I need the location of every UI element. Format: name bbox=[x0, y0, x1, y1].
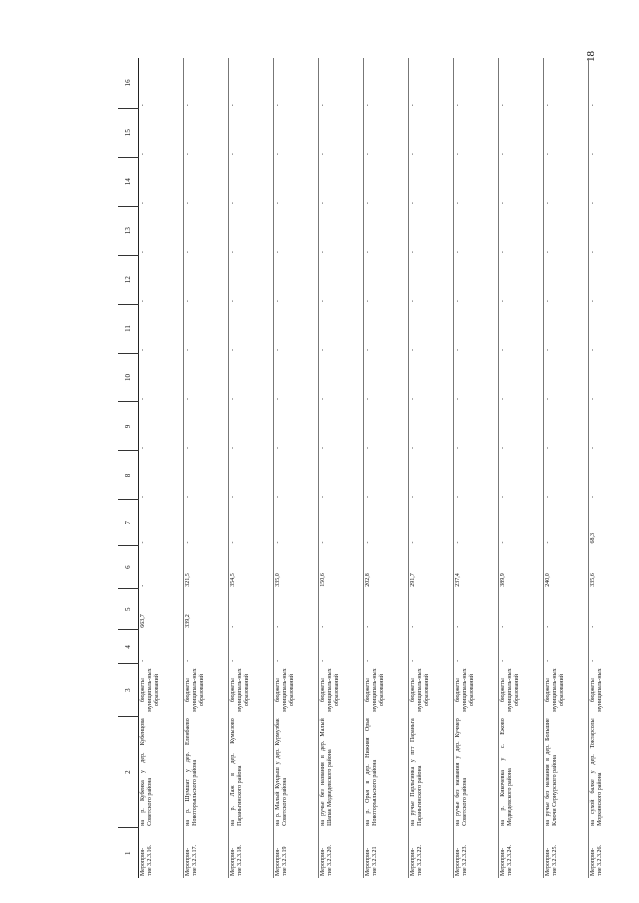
value-cell: - bbox=[410, 541, 416, 544]
value-cell: - bbox=[365, 104, 371, 107]
source-cell: бюджеты муниципаль-ных образований bbox=[320, 668, 341, 712]
value-cell: - bbox=[185, 251, 191, 254]
value-cell: - bbox=[320, 398, 326, 400]
table-row bbox=[139, 58, 184, 878]
value-cell: - bbox=[275, 446, 281, 449]
value-cell: - bbox=[140, 251, 146, 254]
event-cell: Мероприя- тие 3.2.3.26. bbox=[590, 845, 604, 876]
table-row bbox=[589, 58, 634, 878]
value-cell: - bbox=[275, 659, 281, 662]
value-cell: - bbox=[410, 398, 416, 400]
event-cell: Мероприя- тие 3.2.3.21 bbox=[365, 846, 379, 876]
source-cell: бюджеты муниципаль-ных образований bbox=[410, 668, 431, 712]
value-cell: - bbox=[140, 584, 146, 587]
event-cell: Мероприя- тие 3.2.3.17. bbox=[185, 845, 199, 876]
value-cell: - bbox=[410, 659, 416, 662]
rotated-table-container bbox=[118, 58, 604, 878]
table-row bbox=[274, 58, 319, 878]
value-cell: - bbox=[230, 104, 236, 107]
value-cell: - bbox=[500, 398, 506, 400]
value-cell: - bbox=[185, 446, 191, 449]
value-cell: - bbox=[140, 398, 146, 400]
column-header: 9 bbox=[118, 402, 139, 451]
value-cell: - bbox=[545, 349, 551, 352]
value-cell: - bbox=[275, 495, 281, 498]
value-cell: - bbox=[365, 349, 371, 352]
source-cell: бюджеты муниципаль-ных образований bbox=[545, 668, 566, 712]
value-cell: - bbox=[500, 625, 506, 628]
value-cell: - bbox=[140, 446, 146, 449]
value-cell: - bbox=[230, 300, 236, 303]
value-cell: - bbox=[275, 541, 281, 544]
value-cell: - bbox=[230, 202, 236, 205]
event-cell: Мероприя- тие 3.2.3.23. bbox=[455, 845, 469, 876]
event-cell: Мероприя- тие 3.2.3.18. bbox=[230, 845, 244, 876]
value-cell: 291,7 bbox=[410, 573, 416, 587]
value-cell: - bbox=[545, 625, 551, 628]
value-cell: - bbox=[500, 153, 506, 156]
location-cell: на р. Малый Кундыш у дер. Курмузбак Советского района bbox=[275, 718, 289, 826]
source-cell: бюджеты муниципаль-ных образований bbox=[365, 668, 386, 712]
value-cell: - bbox=[500, 104, 506, 107]
table-row bbox=[184, 58, 229, 878]
value-cell: - bbox=[185, 104, 191, 107]
source-cell: бюджеты муниципаль-ных образований bbox=[275, 668, 296, 712]
value-cell: - bbox=[275, 104, 281, 107]
value-cell: - bbox=[455, 446, 461, 449]
event-cell: Мероприя- тие 3.2.3.19 bbox=[275, 846, 289, 876]
value-cell: - bbox=[545, 104, 551, 107]
value-cell: - bbox=[185, 495, 191, 498]
value-cell: 339,2 bbox=[185, 614, 191, 628]
value-cell: 321,5 bbox=[185, 573, 191, 587]
event-cell: Мероприя- тие 3.2.3.20. bbox=[320, 845, 334, 876]
value-cell: 389,9 bbox=[500, 573, 506, 587]
value-cell: - bbox=[545, 251, 551, 254]
value-cell: 202,8 bbox=[365, 573, 371, 587]
value-cell: - bbox=[590, 251, 596, 254]
value-cell: - bbox=[320, 153, 326, 156]
value-cell: - bbox=[230, 625, 236, 628]
location-cell: на ручье без названия в дер. Малый Шапак Медведевского района bbox=[320, 718, 334, 826]
value-cell: - bbox=[410, 104, 416, 107]
value-cell: - bbox=[545, 541, 551, 544]
source-cell: бюджеты муниципаль-ных образований bbox=[230, 668, 251, 712]
value-cell: - bbox=[140, 153, 146, 156]
value-cell: - bbox=[230, 349, 236, 352]
value-cell: - bbox=[455, 398, 461, 400]
value-cell: - bbox=[230, 153, 236, 156]
value-cell: - bbox=[230, 541, 236, 544]
value-cell: - bbox=[455, 251, 461, 254]
value-cell: - bbox=[365, 446, 371, 449]
location-cell: на сухой балке у дер. Токтарсолы Моркинского района bbox=[590, 718, 604, 826]
column-header: 14 bbox=[118, 157, 139, 206]
source-cell: бюджеты муниципаль-ных образований bbox=[185, 668, 206, 712]
value-cell: - bbox=[500, 446, 506, 449]
value-cell: - bbox=[500, 495, 506, 498]
value-cell: - bbox=[185, 349, 191, 352]
value-cell: - bbox=[545, 495, 551, 498]
value-cell: - bbox=[365, 153, 371, 156]
value-cell: - bbox=[590, 495, 596, 498]
value-cell: - bbox=[410, 349, 416, 352]
value-cell: - bbox=[590, 625, 596, 628]
value-cell: - bbox=[230, 659, 236, 662]
value-cell: - bbox=[185, 541, 191, 544]
value-cell: - bbox=[500, 251, 506, 254]
value-cell: - bbox=[320, 625, 326, 628]
value-cell: - bbox=[590, 104, 596, 107]
source-cell: бюджеты муниципаль-ных bbox=[590, 668, 604, 712]
value-cell: - bbox=[545, 202, 551, 205]
source-cell: бюджеты муниципаль-ных образований bbox=[455, 668, 476, 712]
table-row bbox=[544, 58, 589, 878]
value-cell: - bbox=[185, 398, 191, 400]
location-cell: на р. Кикочевка у с. Ежово Медведевского района bbox=[500, 718, 514, 826]
value-cell: - bbox=[320, 202, 326, 205]
value-cell: - bbox=[545, 398, 551, 400]
value-cell: - bbox=[230, 251, 236, 254]
column-header: 1 bbox=[123, 851, 132, 855]
value-cell: - bbox=[365, 625, 371, 628]
value-cell: - bbox=[365, 659, 371, 662]
header-row bbox=[118, 58, 139, 878]
location-cell: на р. Кубенка у дер. Кубенцова Советского района bbox=[140, 718, 154, 826]
value-cell: - bbox=[230, 398, 236, 400]
value-cell: - bbox=[410, 446, 416, 449]
table-row bbox=[364, 58, 409, 878]
value-cell: 150,6 bbox=[320, 573, 326, 587]
column-header: 11 bbox=[118, 304, 139, 353]
value-cell: - bbox=[410, 300, 416, 303]
value-cell: - bbox=[455, 541, 461, 544]
value-cell: - bbox=[455, 104, 461, 107]
value-cell: - bbox=[140, 104, 146, 107]
source-cell: бюджеты муниципаль-ных образований bbox=[140, 668, 161, 712]
table-row bbox=[229, 58, 274, 878]
value-cell: - bbox=[320, 446, 326, 449]
page-number: 18 bbox=[585, 51, 597, 62]
column-header: 3 bbox=[118, 664, 139, 716]
column-header: 15 bbox=[118, 108, 139, 157]
value-cell: - bbox=[410, 495, 416, 498]
value-cell: 237,4 bbox=[455, 573, 461, 587]
value-cell: - bbox=[140, 349, 146, 352]
value-cell: 335,0 bbox=[275, 573, 281, 587]
value-cell: 663,7 bbox=[140, 614, 146, 628]
value-cell: - bbox=[455, 153, 461, 156]
value-cell: 68,3 bbox=[590, 532, 596, 544]
value-cell: - bbox=[320, 349, 326, 352]
value-cell: - bbox=[275, 398, 281, 400]
column-header: 4 bbox=[118, 630, 139, 664]
value-cell: - bbox=[590, 398, 596, 400]
column-header: 8 bbox=[118, 451, 139, 500]
value-cell: - bbox=[365, 202, 371, 205]
value-cell: - bbox=[500, 541, 506, 544]
column-header: 16 bbox=[118, 58, 139, 108]
value-cell: - bbox=[275, 300, 281, 303]
column-header: 6 bbox=[118, 545, 139, 588]
value-cell: - bbox=[320, 300, 326, 303]
value-cell: - bbox=[590, 153, 596, 156]
location-cell: на р. Шумшат у дер. Еленбаево Новоторъяльского района bbox=[185, 718, 199, 826]
column-header: 2 bbox=[118, 716, 139, 828]
value-cell: - bbox=[365, 398, 371, 400]
table-body bbox=[139, 58, 634, 878]
value-cell: - bbox=[275, 349, 281, 352]
value-cell: - bbox=[230, 495, 236, 498]
value-cell: - bbox=[410, 625, 416, 628]
value-cell: - bbox=[320, 251, 326, 254]
table-row bbox=[454, 58, 499, 878]
source-cell: бюджеты муниципаль-ных образований bbox=[500, 668, 521, 712]
location-cell: на ручье Парльгинка у пгт Параньга Параньгинского района bbox=[410, 718, 424, 826]
location-cell: на р. Лаж в дер. Кумызово Параньгинского района bbox=[230, 718, 244, 826]
funding-table bbox=[118, 58, 634, 878]
value-cell: 354,5 bbox=[230, 573, 236, 587]
location-cell: на ручье без названия в дер. Большие Ключи Сернурского района bbox=[545, 718, 559, 826]
location-cell: на р. Орья в дер. Нижняя Орья Новоторъяльского района bbox=[365, 718, 379, 826]
value-cell: - bbox=[455, 495, 461, 498]
value-cell: - bbox=[140, 541, 146, 544]
value-cell: - bbox=[185, 300, 191, 303]
value-cell: - bbox=[320, 659, 326, 662]
value-cell: - bbox=[590, 659, 596, 662]
value-cell: 335,6 bbox=[590, 573, 596, 587]
column-header: 12 bbox=[118, 255, 139, 304]
value-cell: - bbox=[185, 202, 191, 205]
value-cell: - bbox=[590, 300, 596, 303]
value-cell: - bbox=[365, 300, 371, 303]
value-cell: - bbox=[545, 659, 551, 662]
value-cell: - bbox=[275, 153, 281, 156]
value-cell: - bbox=[365, 251, 371, 254]
value-cell: - bbox=[365, 541, 371, 544]
column-header: 5 bbox=[118, 589, 139, 630]
table-row bbox=[499, 58, 544, 878]
value-cell: - bbox=[275, 625, 281, 628]
value-cell: - bbox=[140, 495, 146, 498]
table-row bbox=[409, 58, 454, 878]
event-cell: Мероприя- тие 3.2.3.22. bbox=[410, 845, 424, 876]
table-row bbox=[319, 58, 364, 878]
event-cell: Мероприя- тие 3.2.3.24. bbox=[500, 845, 514, 876]
column-header: 7 bbox=[118, 500, 139, 546]
value-cell: - bbox=[185, 153, 191, 156]
value-cell: - bbox=[500, 300, 506, 303]
value-cell: - bbox=[455, 300, 461, 303]
value-cell: - bbox=[455, 202, 461, 205]
event-cell: Мероприя- тие 3.2.3.25. bbox=[545, 845, 559, 876]
value-cell: - bbox=[590, 349, 596, 352]
value-cell: - bbox=[410, 153, 416, 156]
event-cell: Мероприя- тие 3.2.3.16. bbox=[140, 845, 154, 876]
value-cell: - bbox=[365, 495, 371, 498]
value-cell: - bbox=[230, 446, 236, 449]
value-cell: - bbox=[545, 300, 551, 303]
column-header: 13 bbox=[118, 206, 139, 255]
value-cell: - bbox=[410, 251, 416, 254]
value-cell: - bbox=[545, 446, 551, 449]
value-cell: - bbox=[455, 625, 461, 628]
value-cell: - bbox=[320, 104, 326, 107]
location-cell: на ручье без названия у дер. Кучмер Советского района bbox=[455, 718, 469, 826]
value-cell: - bbox=[140, 300, 146, 303]
value-cell: 240,0 bbox=[545, 573, 551, 587]
value-cell: - bbox=[500, 349, 506, 352]
value-cell: - bbox=[455, 349, 461, 352]
value-cell: - bbox=[500, 202, 506, 205]
value-cell: - bbox=[140, 202, 146, 205]
value-cell: - bbox=[590, 202, 596, 205]
value-cell: - bbox=[320, 541, 326, 544]
value-cell: - bbox=[140, 659, 146, 662]
value-cell: - bbox=[275, 251, 281, 254]
value-cell: - bbox=[590, 446, 596, 449]
value-cell: - bbox=[500, 659, 506, 662]
value-cell: - bbox=[320, 495, 326, 498]
column-header: 10 bbox=[118, 353, 139, 402]
value-cell: - bbox=[410, 202, 416, 205]
value-cell: - bbox=[185, 659, 191, 662]
value-cell: - bbox=[275, 202, 281, 205]
value-cell: - bbox=[455, 659, 461, 662]
value-cell: - bbox=[545, 153, 551, 156]
